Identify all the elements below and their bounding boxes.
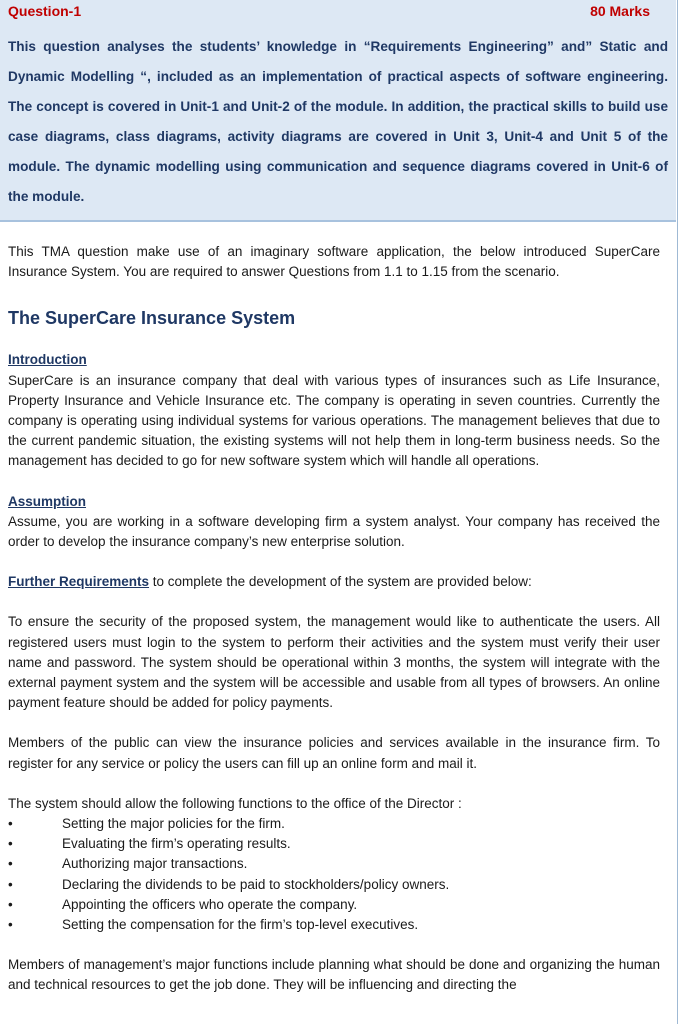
further-requirements-line: [8, 572, 660, 592]
bullet-icon: •: [8, 856, 13, 872]
list-item: • Evaluating the firm’s operating results.: [8, 834, 660, 854]
list-item: • Setting the compensation for the firm’s top-level executives.: [8, 915, 660, 935]
assumption-section: [8, 492, 660, 553]
introduction-heading: Introduction: [8, 352, 87, 368]
list-item: • Appointing the officers who operate the company.: [8, 895, 660, 915]
bullet-icon: •: [8, 896, 13, 912]
tma-intro-paragraph: This TMA question make use of an imaginary software application, the below introduced SuperCare Insurance System. You are required to answer Questions from 1.1 to 1.15 from the scenario.: [8, 244, 660, 280]
document-content: [0, 222, 668, 996]
question-header-box: [0, 0, 676, 222]
question-description: This question analyses the students’ knowledge in “Requirements Engineering” and” Static and Dynamic Modelling “, included as an implementation of practical aspects of software engineering. The concept is covered in Unit-1 and Unit-2 of the module. In addition, the practical skills to build use case diagrams, class diagrams, activity diagrams are covered in Unit 3, Unit-4 and Unit 5 of the module. The dynamic modelling using communication and sequence diagrams covered in Unit-6 of the module.: [8, 39, 668, 204]
director-functions-list: [8, 814, 660, 935]
bullet-icon: •: [8, 816, 13, 832]
question-title-row: [8, 0, 668, 22]
list-item: • Declaring the dividends to be paid to stockholders/policy owners.: [8, 875, 660, 895]
further-requirements-text: to complete the development of the system are provided below:: [149, 574, 532, 590]
director-intro: The system should allow the following functions to the office of the Director :: [8, 795, 462, 811]
bullet-icon: •: [8, 876, 13, 892]
question-number: Question-1: [8, 3, 82, 19]
assumption-heading: Assumption: [8, 493, 87, 509]
introduction-section: [8, 350, 660, 471]
management-paragraph: Members of management’s major functions include planning what should be done and organizing the human and technical resources to get the job done. They will be influencing and directing the: [8, 957, 660, 993]
further-requirements-heading: Further Requirements: [8, 574, 150, 590]
introduction-text: SuperCare is an insurance company that deal with various types of insurances such as Life Insurance, Property Insurance and Vehicle Insurance etc. The company is operating in seven countries. Currently the company is operating using individual systems for various operations. The management believes that due to the current pandemic situation, the existing systems will not help them in long-term business needs. So the management has decided to go for new software system which will handle all operations.: [8, 372, 660, 469]
list-item: • Authorizing major transactions.: [8, 854, 660, 874]
public-paragraph: Members of the public can view the insurance policies and services available in the insurance firm. To register for any service or policy the users can fill up an online form and mail it.: [8, 735, 660, 771]
security-paragraph: To ensure the security of the proposed system, the management would like to authenticate the users. All registered users must login to the system to perform their activities and the system must verify their user name and password. The system should be operational within 3 months, the system will integrate with the external payment system and the system will be accessible and usable from all types of browsers. An online payment feature should be added for policy payments.: [8, 614, 660, 711]
document-title: The SuperCare Insurance System: [8, 308, 296, 329]
bullet-icon: •: [8, 917, 13, 933]
list-item: • Setting the major policies for the firm.: [8, 814, 660, 834]
bullet-icon: •: [8, 836, 13, 852]
assumption-text: Assume, you are working in a software developing firm a system analyst. Your company has received the order to develop the insurance company’s new enterprise solution.: [8, 513, 660, 550]
question-marks: 80 Marks: [590, 3, 650, 19]
